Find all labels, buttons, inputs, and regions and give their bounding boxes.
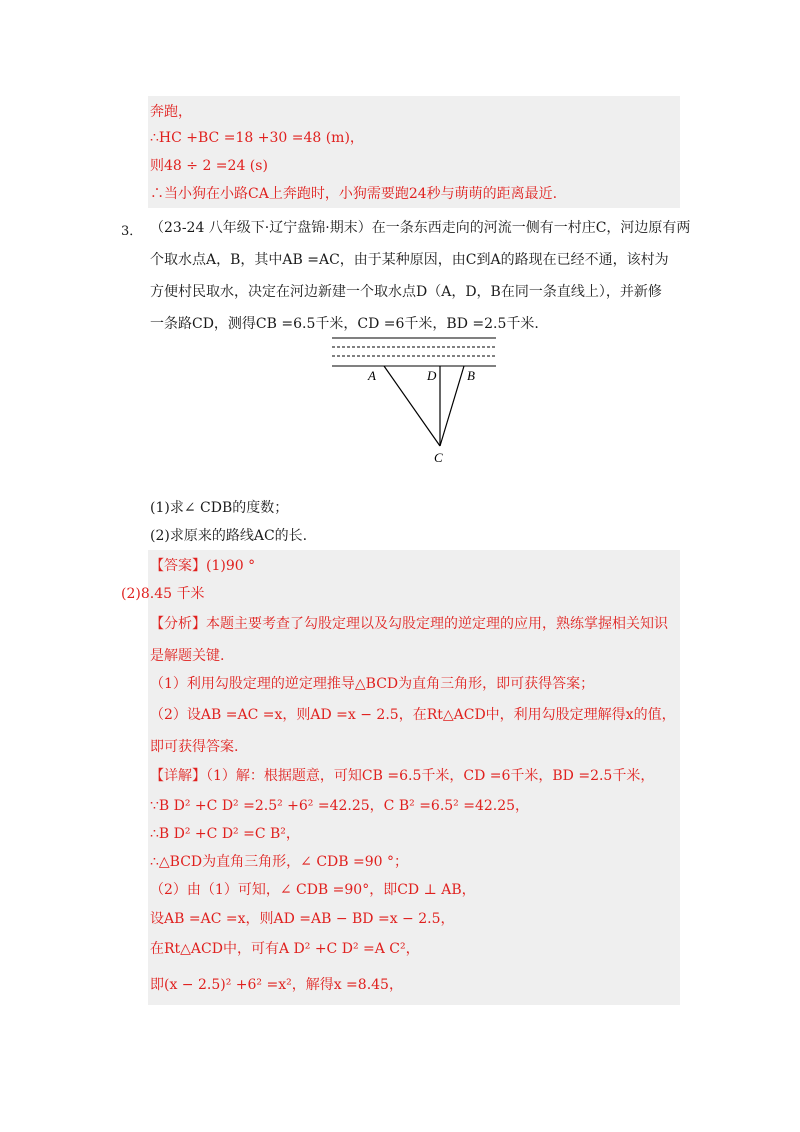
analysis-line-1: 【分析】本题主要考查了勾股定理以及勾股定理的逆定理的应用，熟练掌握相关知识 — [150, 616, 668, 632]
prev-solution-line-1: 奔跑， — [150, 104, 192, 120]
detail-line-3: ∴B D² +C D² =C B²， — [150, 826, 300, 842]
label-c: C — [434, 450, 443, 465]
label-b: B — [467, 368, 475, 383]
analysis-line-4: （2）设AB =AC =x，则AD =x − 2.5，在Rt△ACD中，利用勾股定理解得x的值， — [150, 707, 676, 723]
label-d: D — [427, 368, 437, 383]
segment-bc — [440, 366, 464, 446]
question-line-3: 方便村民取水，决定在河边新建一个取水点D（A，D，B在同一条直线上），并新修 — [150, 284, 662, 300]
sub-question-1: (1)求∠ CDB的度数； — [150, 500, 289, 516]
detail-line-4: ∴△BCD为直角三角形，∠ CDB =90 °； — [150, 854, 409, 870]
detail-line-6: 设AB =AC =x，则AD =AB − BD =x − 2.5， — [150, 911, 455, 927]
analysis-line-2: 是解题关键. — [150, 648, 225, 664]
answer-line-1: 【答案】(1)90 ° — [150, 558, 256, 574]
question-line-1: （23-24 八年级下·辽宁盘锦·期末）在一条东西走向的河流一侧有一村庄C，河边原有两 — [150, 220, 691, 236]
detail-line-2: ∵B D² +C D² =2.5² +6² =42.25，C B² =6.5² =42.25， — [150, 798, 530, 814]
prev-solution-line-2: ∴HC +BC =18 +30 =48 (m)， — [150, 130, 364, 146]
detail-line-7: 在Rt△ACD中，可有A D² +C D² =A C²， — [150, 941, 420, 957]
question-line-4: 一条路CD，测得CB =6.5千米，CD =6千米，BD =2.5千米. — [150, 316, 539, 332]
label-a: A — [368, 368, 376, 383]
prev-solution-line-3: 则48 ÷ 2 =24 (s) — [150, 158, 268, 174]
detail-line-8: 即(x − 2.5)² +6² =x²，解得x =8.45， — [150, 977, 403, 993]
answer-line-2: (2)8.45 千米 — [121, 586, 205, 602]
prev-solution-line-4: ∴当小狗在小路CA上奔跑时，小狗需要跑24秒与萌萌的距离最近. — [150, 186, 558, 202]
sub-question-2: (2)求原来的路线AC的长. — [150, 528, 308, 544]
detail-line-1: 【详解】（1）解：根据题意，可知CB =6.5千米，CD =6千米，BD =2.5千米， — [150, 768, 655, 784]
detail-line-5: （2）由（1）可知，∠ CDB =90°，即CD ⊥ AB， — [150, 882, 476, 898]
analysis-line-3: （1）利用勾股定理的逆定理推导△BCD为直角三角形，即可获得答案； — [150, 676, 595, 692]
question-number: 3． — [121, 224, 143, 239]
river-triangle-diagram — [320, 330, 510, 470]
analysis-line-5: 即可获得答案. — [150, 739, 239, 755]
question-line-2: 个取水点A，B，其中AB =AC，由于某种原因，由C到A的路现在已经不通，该村为 — [150, 252, 669, 268]
